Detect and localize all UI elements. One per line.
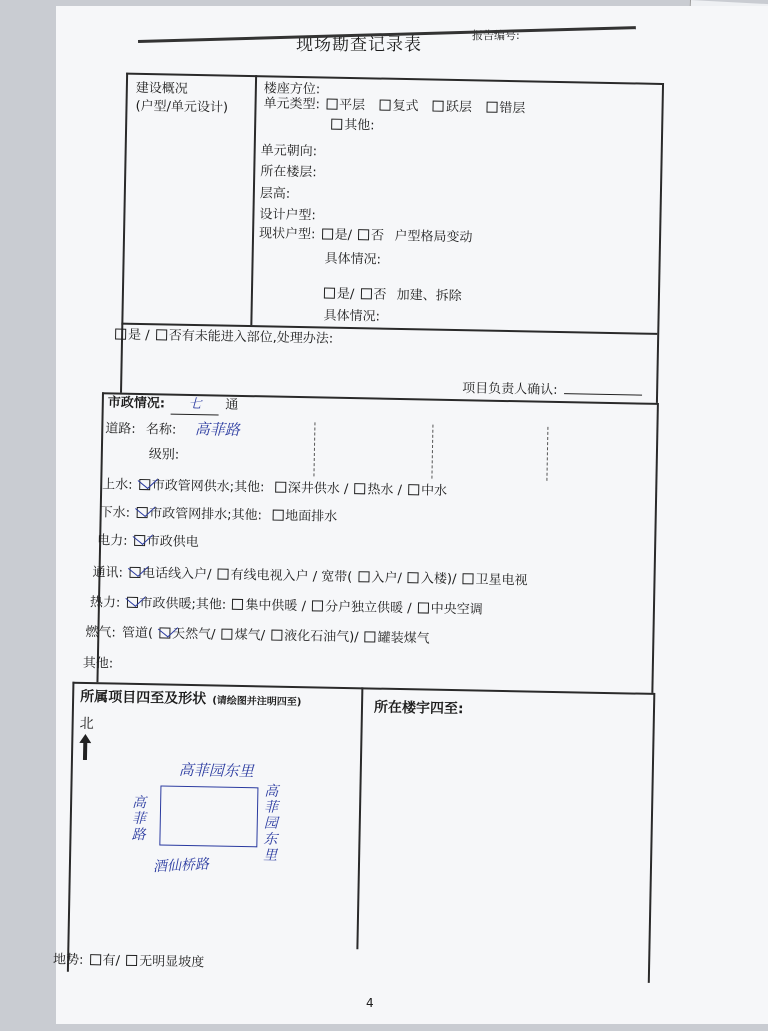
municipal-right-border bbox=[651, 403, 658, 693]
gas-option-natural: 天然气/ bbox=[171, 626, 216, 643]
communication-label: 通讯: bbox=[92, 565, 124, 581]
south-boundary-text: 酒仙桥路 bbox=[152, 856, 210, 876]
heating-row bbox=[90, 594, 485, 620]
form-top-border bbox=[126, 73, 662, 85]
checkbox-access-yes[interactable] bbox=[115, 329, 126, 340]
addition-no-label: 否 bbox=[373, 287, 387, 303]
confirm-signature-field[interactable] bbox=[564, 381, 642, 395]
checkbox-terrain-slope[interactable] bbox=[90, 954, 101, 965]
checkbox-central-ac[interactable] bbox=[418, 602, 429, 613]
design-type-label: 设计户型: bbox=[259, 207, 316, 224]
heating-option-individual: 分户独立供暖 / bbox=[324, 599, 412, 617]
boundary-right-border bbox=[648, 693, 655, 983]
comm-satellite-tv: 卫星电视 bbox=[475, 572, 528, 589]
municipal-other-label: 其他: bbox=[82, 655, 114, 672]
unit-type-loft: 跃层 bbox=[445, 99, 473, 116]
gas-option-bottled: 罐装煤气 bbox=[377, 630, 430, 647]
road-dashed-divider-2 bbox=[431, 425, 433, 479]
water-option-deep-well: 深井供水 / bbox=[287, 480, 349, 498]
checkbox-power-main[interactable] bbox=[134, 535, 145, 546]
checkbox-layout-no[interactable] bbox=[358, 229, 369, 240]
gas-option-lpg: 液化石油气)/ bbox=[284, 628, 359, 646]
checkbox-water-main[interactable] bbox=[139, 479, 150, 490]
checkbox-bottled-gas[interactable] bbox=[365, 631, 376, 642]
power-main-label: 市政供电 bbox=[146, 534, 199, 551]
heating-option-ac: 中央空调 bbox=[430, 601, 483, 618]
construction-sublabel: (户型/单元设计) bbox=[135, 98, 229, 116]
checkbox-flat[interactable] bbox=[326, 99, 337, 110]
checkbox-unit-other[interactable] bbox=[331, 119, 342, 130]
construction-divider bbox=[250, 75, 256, 325]
checkbox-access-no[interactable] bbox=[156, 329, 167, 340]
project-shape-sketch bbox=[159, 785, 258, 847]
checkbox-duplex[interactable] bbox=[379, 100, 390, 111]
water-label: 上水: bbox=[102, 477, 133, 493]
drain-row bbox=[100, 504, 340, 527]
floor-label: 所在楼层: bbox=[260, 164, 317, 181]
checkbox-telephone[interactable] bbox=[129, 567, 140, 578]
layout-change-label: 户型格局变动 bbox=[394, 228, 473, 246]
comm-telephone: 电话线入户/ bbox=[141, 566, 212, 583]
checkbox-drain-main[interactable] bbox=[136, 507, 147, 518]
gas-row bbox=[85, 624, 432, 649]
project-boundary-title: 所属项目四至及形状 bbox=[80, 688, 207, 708]
terrain-label: 地势: bbox=[52, 952, 84, 969]
checkbox-hot-water[interactable] bbox=[354, 483, 365, 494]
addition-detail-label: 具体情况: bbox=[323, 308, 381, 325]
access-yes-label: 是 / bbox=[127, 327, 150, 344]
checkbox-heating-main[interactable] bbox=[126, 597, 137, 608]
checkbox-addition-no[interactable] bbox=[360, 288, 371, 299]
municipal-count-value[interactable]: 七 bbox=[171, 396, 219, 416]
layout-detail-label: 具体情况: bbox=[324, 251, 382, 268]
current-type-label: 现状户型: bbox=[258, 226, 316, 243]
checkbox-surface-drain[interactable] bbox=[272, 510, 283, 521]
water-option-hot: 热水 / bbox=[367, 482, 403, 499]
form-right-border-upper bbox=[656, 83, 664, 403]
building-boundary-title: 所在楼宇四至: bbox=[373, 699, 464, 718]
access-no-label: 否有未能进入部位,处理办法: bbox=[168, 328, 334, 347]
power-label: 电力: bbox=[97, 533, 128, 549]
access-row bbox=[115, 327, 335, 349]
addition-row bbox=[324, 286, 464, 307]
height-label: 层高: bbox=[259, 186, 291, 202]
current-type-row bbox=[259, 225, 475, 247]
project-boundary-note: (请绘图并注明四至) bbox=[212, 695, 302, 709]
boundary-left-border bbox=[67, 682, 74, 972]
drain-option-surface: 地面排水 bbox=[285, 508, 338, 525]
road-level-label: 级别: bbox=[148, 447, 180, 463]
checkbox-individual-heating[interactable] bbox=[312, 600, 323, 611]
terrain-option-flat: 无明显坡度 bbox=[139, 954, 205, 971]
north-label: 北 bbox=[79, 715, 94, 733]
addition-label: 加建、拆除 bbox=[396, 287, 462, 305]
layout-yes-label: 是/ bbox=[334, 227, 353, 244]
checkbox-loft[interactable] bbox=[433, 101, 444, 112]
water-option-reclaimed: 中水 bbox=[420, 483, 448, 499]
checkbox-deep-well[interactable] bbox=[275, 482, 286, 493]
comm-cable-broadband: 有线电视入户 / 宽带( bbox=[230, 567, 353, 586]
checkbox-cable-tv[interactable] bbox=[218, 569, 229, 580]
unit-type-other-label: 其他: bbox=[344, 117, 375, 134]
comm-broadband-home: 入户/ bbox=[371, 570, 402, 587]
north-arrow-icon bbox=[79, 734, 91, 760]
unit-type-split-level: 错层 bbox=[499, 100, 526, 117]
building-position-label: 楼座方位: bbox=[263, 81, 321, 98]
addition-yes-label: 是/ bbox=[336, 286, 355, 303]
drain-main-label: 市政管网排水;其他: bbox=[149, 506, 263, 524]
road-dashed-divider-3 bbox=[546, 427, 548, 481]
comm-broadband-building: 入楼)/ bbox=[420, 571, 457, 588]
road-dashed-divider-1 bbox=[313, 422, 315, 476]
checkbox-terrain-flat[interactable] bbox=[126, 955, 137, 966]
heating-main-label: 市政供暖;其他: bbox=[139, 596, 227, 613]
report-number-label: 报告编号: bbox=[472, 29, 520, 42]
unit-orientation-label: 单元朝向: bbox=[260, 143, 318, 160]
unit-type-other-row bbox=[331, 117, 377, 136]
page-number: 4 bbox=[366, 996, 374, 1010]
unit-type-flat: 平层 bbox=[338, 97, 366, 114]
confirm-row bbox=[462, 379, 644, 401]
road-name-row bbox=[105, 418, 242, 441]
east-boundary-text: 高菲园东里 bbox=[262, 783, 279, 864]
project-boundary-header bbox=[80, 688, 304, 712]
heating-option-central: 集中供暖 / bbox=[245, 598, 307, 615]
confirm-label: 项目负责人确认: bbox=[462, 381, 558, 399]
checkbox-lpg[interactable] bbox=[271, 630, 282, 641]
water-main-label: 市政管网供水;其他: bbox=[151, 478, 265, 496]
checkbox-broadband-home[interactable] bbox=[358, 571, 369, 582]
municipal-header-row bbox=[108, 394, 241, 416]
checkbox-addition-yes[interactable] bbox=[324, 288, 335, 299]
drain-label: 下水: bbox=[99, 505, 131, 521]
gas-label: 燃气: bbox=[85, 624, 116, 641]
checkbox-coal-gas[interactable] bbox=[222, 629, 233, 640]
checkbox-split-level[interactable] bbox=[486, 102, 497, 113]
page-title: 现场勘查记录表 bbox=[296, 35, 422, 55]
unit-type-label: 单元类型: bbox=[263, 96, 321, 113]
terrain-row bbox=[53, 951, 206, 972]
checkbox-layout-yes[interactable] bbox=[322, 228, 333, 239]
terrain-option-slope: 有/ bbox=[102, 953, 121, 969]
construction-label: 建设概况 bbox=[135, 80, 189, 97]
road-label: 道路: bbox=[105, 421, 136, 437]
checkbox-central-heating[interactable] bbox=[232, 599, 243, 610]
north-boundary-text: 高菲园东里 bbox=[178, 760, 254, 781]
power-row bbox=[97, 532, 201, 552]
boundary-divider bbox=[356, 687, 363, 949]
water-row bbox=[102, 476, 449, 501]
road-name-value[interactable]: 高菲路 bbox=[194, 420, 241, 439]
checkbox-natural-gas[interactable] bbox=[159, 627, 170, 638]
west-boundary-text: 高菲路 bbox=[131, 794, 147, 844]
municipal-tong-label: 通 bbox=[225, 397, 239, 413]
municipal-label: 市政情况: bbox=[107, 395, 166, 412]
unit-type-duplex: 复式 bbox=[392, 98, 419, 115]
gas-main-label: 管道( bbox=[121, 625, 154, 642]
unit-type-row bbox=[263, 95, 527, 118]
heating-label: 热力: bbox=[89, 595, 121, 611]
layout-no-label: 否 bbox=[370, 228, 385, 244]
checkbox-satellite-tv[interactable] bbox=[462, 573, 473, 584]
checkbox-broadband-building[interactable] bbox=[408, 572, 419, 583]
gas-option-coal: 煤气/ bbox=[234, 627, 266, 644]
road-name-label: 名称: bbox=[145, 422, 177, 438]
communication-row bbox=[92, 564, 529, 590]
checkbox-reclaimed-water[interactable] bbox=[408, 484, 419, 495]
